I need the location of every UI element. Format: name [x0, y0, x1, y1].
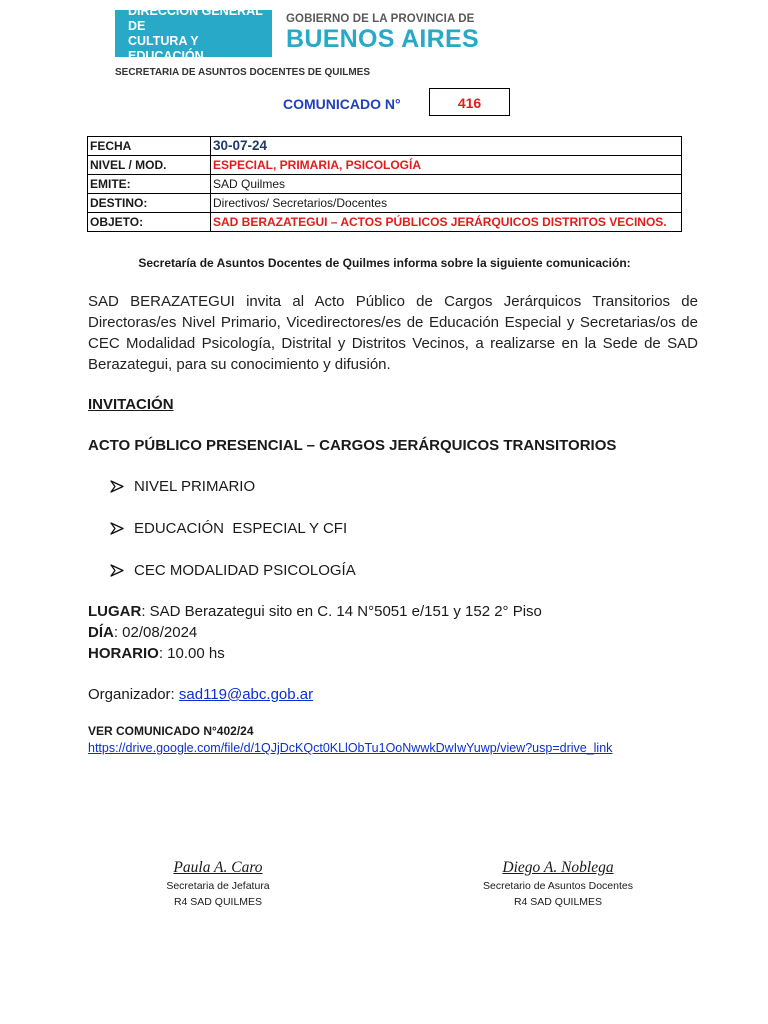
- arrow-bullet-icon: [110, 522, 124, 535]
- dia-line: [88, 624, 197, 641]
- gov-logo-line-1: GOBIERNO DE LA PROVINCIA DE: [286, 13, 475, 25]
- fecha-label: FECHA: [88, 137, 211, 156]
- list-item: [110, 562, 356, 579]
- gov-logo-line-2: BUENOS AIRES: [286, 25, 479, 53]
- drive-link[interactable]: https://drive.google.com/file/d/1QJjDcKQct0KLlObTu1OoNwwkDwIwYuwp/view?usp=drive_link: [88, 741, 613, 755]
- fecha-value: 30-07-24: [211, 137, 682, 156]
- lugar-line: [88, 603, 542, 620]
- signature-left: [118, 859, 318, 909]
- emite-value: SAD Quilmes: [211, 175, 682, 194]
- bullet-label: NIVEL PRIMARIO: [134, 478, 256, 495]
- list-item: [110, 520, 347, 537]
- arrow-bullet-icon: [110, 564, 124, 577]
- organizador-label: Organizador:: [88, 686, 179, 703]
- dia-value: : 02/08/2024: [113, 624, 198, 641]
- objeto-label: OBJETO:: [88, 213, 211, 232]
- table-row: [88, 156, 682, 175]
- destino-label: DESTINO:: [88, 194, 211, 213]
- informa-line: Secretaría de Asuntos Docentes de Quilmes informa sobre la siguiente comunicación:: [138, 256, 631, 270]
- info-table: [87, 136, 682, 232]
- comunicado-label: COMUNICADO N°: [283, 96, 401, 112]
- dgcye-logo: [115, 3, 272, 63]
- signature-name: Diego A. Noblega: [502, 859, 614, 876]
- signature-right: [444, 859, 672, 909]
- comunicado-number: 416: [429, 88, 510, 116]
- horario-label: HORARIO: [88, 645, 159, 662]
- destino-value: Directivos/ Secretarios/Docentes: [211, 194, 682, 213]
- bullet-label: CEC MODALIDAD PSICOLOGÍA: [134, 562, 356, 579]
- logo-line-1: DIRECCIÓN GENERAL DE: [128, 3, 263, 33]
- nivel-value: ESPECIAL, PRIMARIA, PSICOLOGÍA: [211, 156, 682, 175]
- objeto-value: SAD BERAZATEGUI – ACTOS PÚBLICOS JERÁRQUICOS DISTRITOS VECINOS.: [211, 213, 682, 232]
- signature-office: R4 SAD QUILMES: [513, 896, 603, 908]
- lugar-value: : SAD Berazategui sito en C. 14 N°5051 e/151 y 152 2° Piso: [141, 603, 542, 620]
- horario-line: [88, 645, 225, 662]
- organizador-email-link[interactable]: sad119@abc.gob.ar: [178, 686, 314, 703]
- signature-name: Paula A. Caro: [173, 859, 263, 876]
- table-row: [88, 194, 682, 213]
- lugar-label: LUGAR: [88, 603, 142, 620]
- arrow-bullet-icon: [110, 480, 124, 493]
- signature-role: Secretario de Asuntos Docentes: [482, 880, 633, 892]
- list-item: [110, 478, 255, 495]
- table-row: [88, 137, 682, 156]
- dia-label: DÍA: [88, 624, 114, 641]
- ver-comunicado: VER COMUNICADO N°402/24: [88, 724, 254, 738]
- invitacion-heading: INVITACIÓN: [88, 396, 174, 413]
- table-row: [88, 175, 682, 194]
- bullet-label: EDUCACIÓN ESPECIAL Y CFI: [134, 520, 348, 537]
- logo-line-2: CULTURA Y EDUCACIÓN: [128, 33, 204, 63]
- gov-logo: [286, 13, 479, 52]
- nivel-label: NIVEL / MOD.: [88, 156, 211, 175]
- signature-role: Secretaria de Jefatura: [166, 880, 270, 892]
- secretaria-heading: SECRETARIA DE ASUNTOS DOCENTES DE QUILMES: [115, 67, 371, 78]
- table-row: [88, 213, 682, 232]
- acto-title: ACTO PÚBLICO PRESENCIAL – CARGOS JERÁRQUICOS TRANSITORIOS: [88, 437, 617, 454]
- main-paragraph: SAD BERAZATEGUI invita al Acto Público de Cargos Jerárquicos Transitorios de Directoras/es Nivel Primario, Vicedirectores/es de Educación Especial y Secretarias/os de CEC Modalidad Psicología, Distrital y Distritos Vecinos, a realizarse en la Sede de SAD Berazategui, para su conocimiento y difusión.: [88, 293, 698, 373]
- organizador-line: [88, 686, 313, 703]
- horario-value: : 10.00 hs: [158, 645, 225, 662]
- emite-label: EMITE:: [88, 175, 211, 194]
- signature-office: R4 SAD QUILMES: [173, 896, 263, 908]
